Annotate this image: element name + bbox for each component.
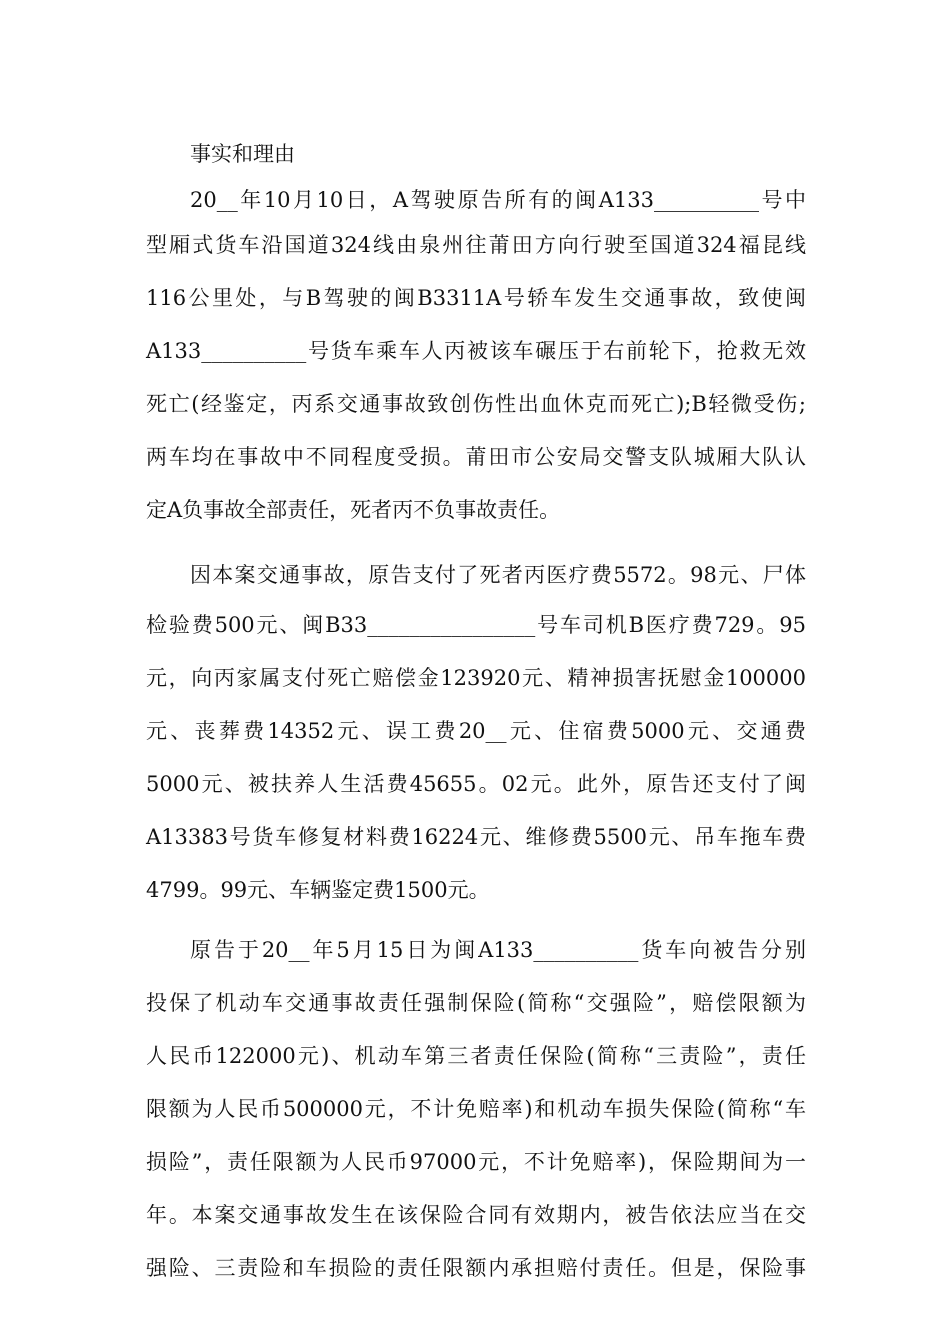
paragraph-line: 检验费500元、闽B33________________号车司机B医疗费729。95 (146, 613, 806, 637)
paragraph-line: 原告于20__年5月15日为闽A133__________货车向被告分别 (190, 938, 806, 962)
paragraph-line: 20__年10月10日，A驾驶原告所有的闽A133__________号中 (190, 188, 806, 212)
paragraph-line: 5000元、被扶养人生活费45655。02元。此外，原告还支付了闽 (146, 772, 806, 796)
paragraph-line: 死亡(经鉴定，丙系交通事故致创伤性出血休克而死亡);B轻微受伤; (146, 392, 806, 416)
paragraph-line: A13383号货车修复材料费16224元、维修费5500元、吊车拖车费 (146, 825, 806, 849)
paragraph-line: 损险”，责任限额为人民币97000元，不计免赔率)，保险期间为一 (146, 1150, 806, 1174)
paragraph-line: 型厢式货车沿国道324线由泉州往莆田方向行驶至国道324福昆线 (146, 233, 806, 257)
paragraph-line: 两车均在事故中不同程度受损。莆田市公安局交警支队城厢大队认 (146, 445, 806, 469)
paragraph-line: A133__________号货车乘车人丙被该车碾压于右前轮下，抢救无效 (146, 339, 806, 363)
paragraph-line: 4799。99元、车辆鉴定费1500元。 (146, 878, 490, 902)
paragraph-line: 定A负事故全部责任，死者丙不负事故责任。 (146, 498, 561, 522)
paragraph-line: 元，向丙家属支付死亡赔偿金123920元、精神损害抚慰金100000 (146, 666, 806, 690)
section-heading: 事实和理由 (190, 142, 295, 166)
paragraph-line: 人民币122000元)、机动车第三者责任保险(简称“三责险”，责任 (146, 1044, 806, 1068)
paragraph-line: 116公里处，与B驾驶的闽B3311A号轿车发生交通事故，致使闽 (146, 286, 806, 310)
paragraph-line: 元、丧葬费14352元、误工费20__元、住宿费5000元、交通费 (146, 719, 806, 743)
paragraph-line: 强险、三责险和车损险的责任限额内承担赔付责任。但是，保险事 (146, 1256, 806, 1280)
paragraph-line: 限额为人民币500000元，不计免赔率)和机动车损失保险(简称“车 (146, 1097, 806, 1121)
paragraph-line: 因本案交通事故，原告支付了死者丙医疗费5572。98元、尸体 (190, 563, 806, 587)
paragraph-line: 投保了机动车交通事故责任强制保险(简称“交强险”，赔偿限额为 (146, 991, 806, 1015)
paragraph-line: 年。本案交通事故发生在该保险合同有效期内，被告依法应当在交 (146, 1203, 806, 1227)
